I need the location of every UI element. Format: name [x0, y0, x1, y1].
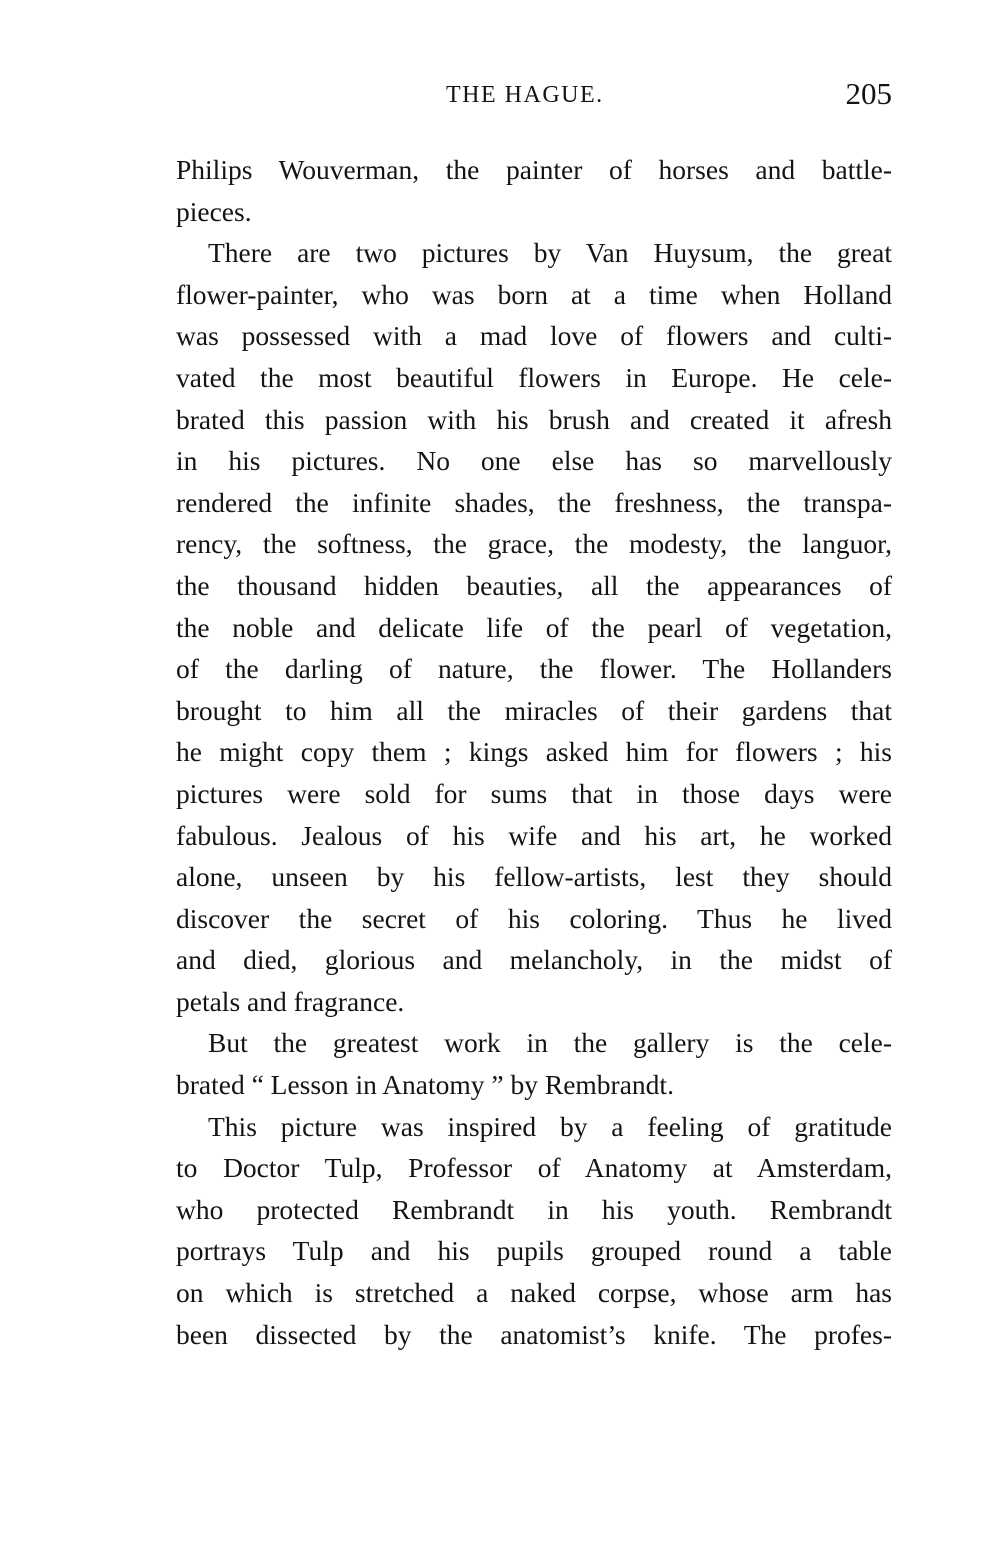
text-line: who protected Rembrandt in his youth. Rembrandt: [176, 1193, 892, 1225]
text-line: was possessed with a mad love of flowers and culti-: [176, 320, 892, 352]
text-line: alone, unseen by his fellow-artists, lest they should: [176, 861, 892, 893]
text-line: on which is stretched a naked corpse, whose arm has: [176, 1277, 892, 1309]
body-text: [176, 149, 892, 1355]
text-line: There are two pictures by Van Huysum, the great: [208, 237, 892, 269]
text-line: flower-painter, who was born at a time when Holland: [176, 278, 892, 310]
text-line: This picture was inspired by a feeling of gratitude: [208, 1110, 892, 1142]
text-line: in his pictures. No one else has so marvellously: [176, 445, 892, 477]
text-line: and died, glorious and melancholy, in the midst of: [176, 944, 892, 976]
text-line: rency, the softness, the grace, the modesty, the languor,: [176, 528, 892, 560]
text-line: the thousand hidden beauties, all the appearances of: [176, 569, 892, 601]
text-line: brought to him all the miracles of their gardens that: [176, 694, 892, 726]
text-line: the noble and delicate life of the pearl of vegetation,: [176, 611, 892, 643]
text-line: pieces.: [176, 195, 252, 227]
text-line: been dissected by the anatomist’s knife. The profes-: [176, 1318, 892, 1350]
text-line: But the greatest work in the gallery is the cele-: [208, 1027, 892, 1059]
page-number: 205: [845, 76, 892, 111]
running-title: THE HAGUE.: [446, 82, 604, 108]
text-line: pictures were sold for sums that in those days were: [176, 777, 892, 809]
text-line: rendered the infinite shades, the freshness, the transpa-: [176, 486, 892, 518]
text-line: vated the most beautiful flowers in Europe. He cele-: [176, 361, 892, 393]
text-line: brated this passion with his brush and created it afresh: [176, 403, 892, 435]
page-header: [176, 76, 892, 120]
text-line: brated “ Lesson in Anatomy ” by Rembrandt.: [176, 1069, 674, 1101]
text-line: to Doctor Tulp, Professor of Anatomy at Amsterdam,: [176, 1152, 892, 1184]
text-line: of the darling of nature, the flower. The Hollanders: [176, 653, 892, 685]
text-line: discover the secret of his coloring. Thus he lived: [176, 902, 892, 934]
text-line: he might copy them ; kings asked him for flowers ; his: [176, 736, 892, 768]
text-line: portrays Tulp and his pupils grouped round a table: [176, 1235, 892, 1267]
text-line: petals and fragrance.: [176, 985, 405, 1017]
text-line: Philips Wouverman, the painter of horses and battle-: [176, 154, 892, 185]
text-line: fabulous. Jealous of his wife and his art, he worked: [176, 819, 892, 851]
